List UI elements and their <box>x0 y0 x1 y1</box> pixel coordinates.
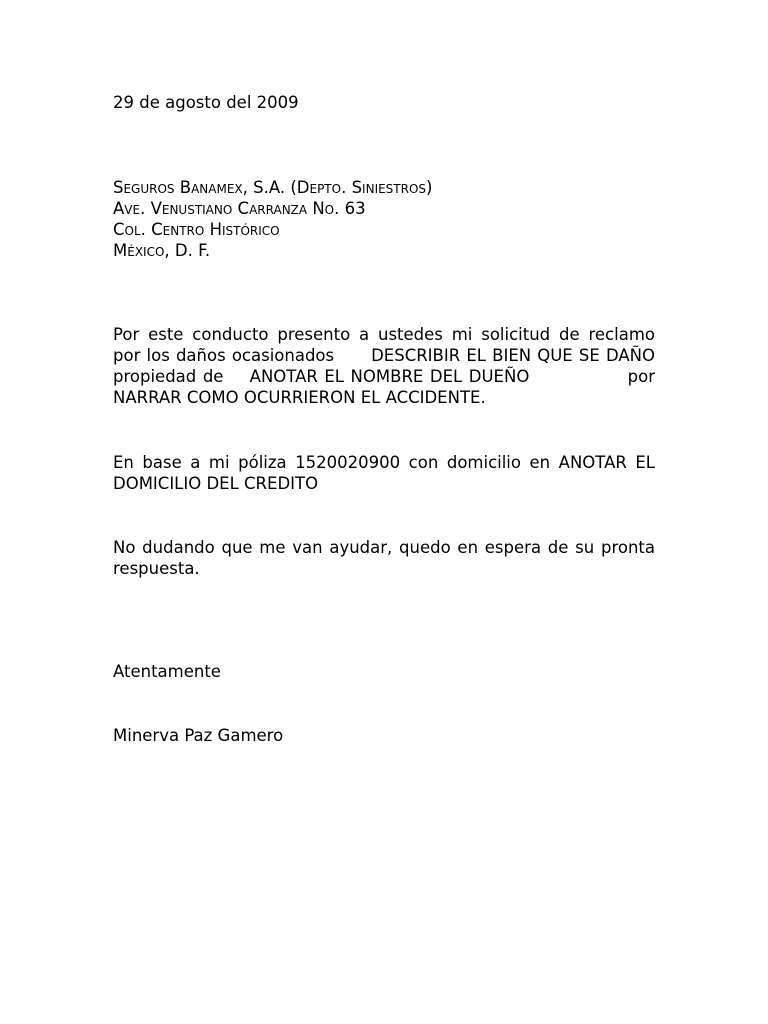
letter-date: 29 de agosto del 2009 <box>113 93 299 112</box>
closing-salutation: Atentamente <box>113 662 221 681</box>
recipient-line-2: Ave. Venustiano Carranza No. 63 <box>113 199 366 218</box>
body-paragraph-policy: En base a mi póliza 1520020900 con domicilio en ANOTAR EL DOMICILIO DEL CREDITO <box>113 453 655 493</box>
signature-name: Minerva Paz Gamero <box>113 726 284 745</box>
body-paragraph-closing-remark: No dudando que me van ayudar, quedo en espera de su pronta respuesta. <box>113 538 655 578</box>
body-paragraph-request: Por este conducto presento a ustedes mi solicitud de reclamo por los daños ocasionados DESCRIBIR EL BIEN QUE SE DAÑO propiedad de ANOTAR EL NOMBRE DEL DUEÑO por NARRAR COMO OCURRIERON EL ACCIDENTE. <box>113 325 708 407</box>
recipient-line-4: México, D. F. <box>113 241 211 260</box>
recipient-line-3: Col. Centro Histórico <box>113 220 280 239</box>
recipient-line-1: Seguros Banamex, S.A. (Depto. Siniestros) <box>113 178 433 197</box>
